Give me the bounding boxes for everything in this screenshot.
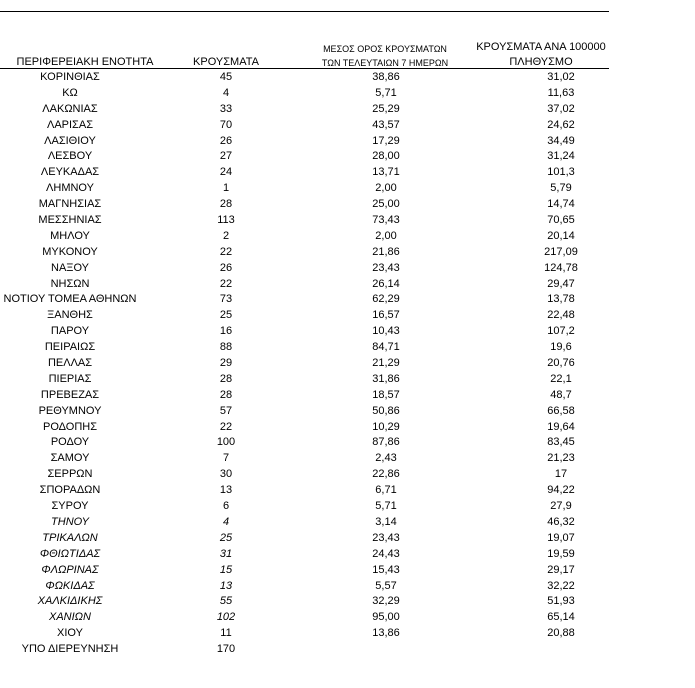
table-row bbox=[0, 102, 609, 118]
cases-cell: 88 bbox=[219, 341, 233, 354]
cases-cell: 22 bbox=[219, 277, 233, 290]
avg-cell: 5,71 bbox=[375, 86, 397, 99]
avg-cell: 15,43 bbox=[372, 563, 400, 576]
table-row bbox=[0, 165, 609, 181]
per-100000-cell: 19,6 bbox=[550, 341, 572, 354]
table-row bbox=[0, 213, 609, 229]
region-cell: ΝΟΤΙΟΥ ΤΟΜΕΑ ΑΘΗΝΩΝ bbox=[3, 293, 137, 306]
per-100000-cell: 46,32 bbox=[547, 515, 575, 528]
region-cell: ΝΗΣΩΝ bbox=[50, 277, 90, 290]
table-row bbox=[0, 86, 609, 102]
per-100000-cell: 22,48 bbox=[547, 309, 575, 322]
per-100000-cell: 217,09 bbox=[544, 245, 578, 258]
cases-cell: 25 bbox=[219, 531, 233, 544]
region-cell: ΥΠΟ ΔΙΕΡΕΥΝΗΣΗ bbox=[21, 643, 119, 656]
cases-cell: 15 bbox=[219, 563, 233, 576]
per-100000-cell: 29,47 bbox=[547, 277, 575, 290]
per-100000-cell: 19,64 bbox=[547, 420, 575, 433]
cases-cell: 102 bbox=[216, 611, 236, 624]
cases-cell: 27 bbox=[219, 150, 233, 163]
per-100000-cell: 37,02 bbox=[547, 102, 575, 115]
avg-cell: 13,86 bbox=[372, 627, 400, 640]
per-100000-cell: 34,49 bbox=[547, 134, 575, 147]
table-row bbox=[0, 499, 609, 515]
cases-cell: 28 bbox=[219, 388, 233, 401]
region-cell: ΛΑΣΙΘΙΟΥ bbox=[44, 134, 96, 147]
per-100000-cell: 65,14 bbox=[547, 611, 575, 624]
cases-cell: 4 bbox=[222, 515, 230, 528]
avg-cell: 95,00 bbox=[372, 611, 400, 624]
region-cell: ΠΕΛΛΑΣ bbox=[47, 357, 93, 370]
avg-cell: 25,00 bbox=[372, 198, 400, 211]
region-cell: ΠΕΙΡΑΙΩΣ bbox=[44, 341, 96, 354]
cases-cell: 13 bbox=[219, 484, 233, 497]
header-per-line1: ΚΡΟΥΣΜΑΤΑ ΑΝΑ 100000 bbox=[476, 41, 606, 53]
region-cell: ΜΗΛΟΥ bbox=[50, 229, 90, 242]
per-100000-cell: 32,22 bbox=[547, 579, 575, 592]
table-row bbox=[0, 388, 609, 404]
table-row bbox=[0, 261, 609, 277]
per-100000-cell: 31,02 bbox=[547, 71, 575, 83]
table-row bbox=[0, 404, 609, 420]
region-cell: ΠΑΡΟΥ bbox=[50, 325, 90, 338]
per-100000-cell: 107,2 bbox=[547, 325, 575, 338]
region-cell: ΛΕΣΒΟΥ bbox=[47, 150, 93, 163]
region-cell: ΣΑΜΟΥ bbox=[50, 452, 90, 465]
region-cell: ΦΘΙΩΤΙΔΑΣ bbox=[39, 547, 101, 560]
avg-cell: 22,86 bbox=[372, 468, 400, 481]
avg-cell: 38,86 bbox=[372, 71, 400, 83]
cases-cell: 22 bbox=[219, 420, 233, 433]
table-row bbox=[0, 229, 609, 245]
avg-cell: 10,43 bbox=[372, 325, 400, 338]
region-cell: ΠΙΕΡΙΑΣ bbox=[48, 372, 92, 385]
region-cell: ΧΑΛΚΙΔΙΚΗΣ bbox=[37, 595, 103, 608]
region-cell: ΜΥΚΟΝΟΥ bbox=[42, 245, 98, 258]
avg-cell: 21,29 bbox=[372, 357, 400, 370]
region-cell: ΝΑΞΟΥ bbox=[51, 261, 89, 274]
per-100000-cell: 20,14 bbox=[547, 229, 575, 242]
avg-cell: 87,86 bbox=[372, 436, 400, 449]
region-cell: ΚΟΡΙΝΘΙΑΣ bbox=[40, 71, 100, 83]
per-100000-cell: 21,23 bbox=[547, 452, 575, 465]
region-cell: ΡΟΔΟΠΗΣ bbox=[42, 420, 98, 433]
per-100000-cell: 66,58 bbox=[547, 404, 575, 417]
header-per-line2: ΠΛΗΘΥΣΜΟ bbox=[509, 56, 573, 68]
cases-cell: 100 bbox=[216, 436, 236, 449]
cases-cell: 11 bbox=[220, 627, 232, 640]
per-100000-cell: 17 bbox=[554, 468, 568, 481]
cases-cell: 57 bbox=[219, 404, 233, 417]
per-100000-cell: 14,74 bbox=[547, 198, 575, 211]
cases-cell: 13 bbox=[219, 579, 233, 592]
header-avg-line2: ΤΩΝ ΤΕΛΕΥΤΑΙΩΝ 7 ΗΜΕΡΩΝ bbox=[321, 58, 449, 68]
header-cases: ΚΡΟΥΣΜΑΤΑ bbox=[193, 56, 259, 68]
region-cell: ΣΠΟΡΑΔΩΝ bbox=[39, 484, 101, 497]
table-row bbox=[0, 245, 609, 261]
per-100000-cell: 24,62 bbox=[547, 118, 575, 131]
cases-cell: 24 bbox=[219, 166, 233, 179]
table-row bbox=[0, 547, 609, 563]
per-100000-cell: 83,45 bbox=[547, 436, 575, 449]
table-row bbox=[0, 451, 609, 467]
region-cell: ΡΕΘΥΜΝΟΥ bbox=[38, 404, 102, 417]
avg-cell: 23,43 bbox=[372, 531, 400, 544]
avg-cell: 84,71 bbox=[372, 341, 400, 354]
region-cell: ΛΑΡΙΣΑΣ bbox=[46, 118, 93, 131]
per-100000-cell: 48,7 bbox=[550, 388, 572, 401]
avg-cell: 13,71 bbox=[372, 166, 400, 179]
avg-cell: 23,43 bbox=[372, 261, 400, 274]
header-avg-line1: ΜΕΣΟΣ ΟΡΟΣ ΚΡΟΥΣΜΑΤΩΝ bbox=[323, 44, 447, 54]
cases-cell: 170 bbox=[216, 643, 236, 656]
table-row bbox=[0, 149, 609, 165]
avg-cell: 32,29 bbox=[372, 595, 400, 608]
cases-cell: 33 bbox=[219, 102, 233, 115]
per-100000-cell: 31,24 bbox=[547, 150, 575, 163]
per-100000-cell: 5,79 bbox=[550, 182, 572, 195]
region-cell: ΛΕΥΚΑΔΑΣ bbox=[40, 166, 100, 179]
top-rule bbox=[0, 11, 609, 12]
table-row bbox=[0, 563, 609, 579]
table-row bbox=[0, 277, 609, 293]
cases-cell: 4 bbox=[222, 86, 230, 99]
table-row bbox=[0, 340, 609, 356]
cases-cell: 26 bbox=[219, 261, 233, 274]
header-region: ΠΕΡΙΦΕΡΕΙΑΚΗ ΕΝΟΤΗΤΑ bbox=[16, 56, 154, 68]
region-cell: ΧΑΝΙΩΝ bbox=[49, 611, 91, 624]
region-cell: ΜΑΓΝΗΣΙΑΣ bbox=[38, 198, 102, 211]
avg-cell: 18,57 bbox=[372, 388, 400, 401]
avg-cell: 28,00 bbox=[372, 150, 400, 163]
cases-cell: 70 bbox=[219, 118, 233, 131]
table-row bbox=[0, 594, 609, 610]
per-100000-cell: 20,76 bbox=[547, 357, 575, 370]
table-row bbox=[0, 308, 609, 324]
cases-cell: 29 bbox=[219, 357, 233, 370]
table-row bbox=[0, 483, 609, 499]
region-cell: ΜΕΣΣΗΝΙΑΣ bbox=[38, 214, 102, 227]
per-100000-cell: 70,65 bbox=[547, 214, 575, 227]
region-cell: ΦΛΩΡΙΝΑΣ bbox=[41, 563, 99, 576]
avg-cell: 31,86 bbox=[372, 372, 400, 385]
region-cell: ΚΩ bbox=[62, 86, 78, 99]
cases-cell: 16 bbox=[219, 325, 233, 338]
cases-cell: 113 bbox=[217, 214, 235, 227]
avg-cell: 73,43 bbox=[372, 214, 400, 227]
region-cell: ΧΙΟΥ bbox=[57, 627, 83, 640]
table-row bbox=[0, 642, 609, 658]
per-100000-cell: 124,78 bbox=[544, 261, 578, 274]
cases-cell: 73 bbox=[219, 293, 233, 306]
per-100000-cell: 101,3 bbox=[547, 166, 575, 179]
table-row bbox=[0, 356, 609, 372]
table-row bbox=[0, 420, 609, 436]
per-100000-cell: 51,93 bbox=[547, 595, 575, 608]
avg-cell: 24,43 bbox=[372, 547, 400, 560]
table-row bbox=[0, 531, 609, 547]
cases-cell: 31 bbox=[219, 547, 233, 560]
table-row bbox=[0, 134, 609, 150]
avg-cell: 5,71 bbox=[375, 500, 397, 513]
cases-cell: 28 bbox=[219, 198, 233, 211]
cases-cell: 25 bbox=[219, 309, 233, 322]
cases-cell: 1 bbox=[222, 182, 230, 195]
table-row bbox=[0, 372, 609, 388]
region-cell: ΦΩΚΙΔΑΣ bbox=[45, 579, 95, 592]
cases-cell: 2 bbox=[222, 229, 230, 242]
per-100000-cell: 22,1 bbox=[550, 372, 572, 385]
avg-cell: 26,14 bbox=[372, 277, 400, 290]
avg-cell: 2,43 bbox=[375, 452, 397, 465]
cases-cell: 28 bbox=[219, 372, 233, 385]
avg-cell: 10,29 bbox=[372, 420, 400, 433]
header-rule bbox=[0, 68, 609, 69]
region-cell: ΡΟΔΟΥ bbox=[50, 436, 90, 449]
per-100000-cell: 19,07 bbox=[547, 531, 575, 544]
table-row bbox=[0, 467, 609, 483]
avg-cell: 6,71 bbox=[375, 484, 397, 497]
avg-cell: 50,86 bbox=[372, 404, 400, 417]
per-100000-cell: 19,59 bbox=[547, 547, 575, 560]
avg-cell: 16,57 bbox=[372, 309, 400, 322]
avg-cell: 5,57 bbox=[375, 579, 397, 592]
table-row bbox=[0, 197, 609, 213]
table-row bbox=[0, 118, 609, 134]
region-cell: ΞΑΝΘΗΣ bbox=[47, 309, 93, 322]
avg-cell: 62,29 bbox=[372, 293, 400, 306]
table-row bbox=[0, 515, 609, 531]
cases-cell: 22 bbox=[219, 245, 233, 258]
region-cell: ΤΗΝΟΥ bbox=[51, 515, 89, 528]
avg-cell: 21,86 bbox=[372, 245, 400, 258]
region-cell: ΛΗΜΝΟΥ bbox=[46, 182, 94, 195]
avg-cell: 3,14 bbox=[375, 515, 397, 528]
header-cases-per-100000 bbox=[452, 40, 630, 70]
per-100000-cell: 13,78 bbox=[547, 293, 575, 306]
table-row bbox=[0, 579, 609, 595]
avg-cell: 43,57 bbox=[372, 118, 400, 131]
cases-cell: 6 bbox=[222, 500, 230, 513]
table-row bbox=[0, 70, 609, 86]
cases-cell: 7 bbox=[222, 452, 230, 465]
cases-cell: 30 bbox=[219, 468, 233, 481]
table-row bbox=[0, 626, 609, 642]
table-body bbox=[0, 70, 609, 658]
table-row bbox=[0, 435, 609, 451]
table-row bbox=[0, 292, 609, 308]
header-avg-7-days bbox=[300, 42, 470, 70]
region-cell: ΛΑΚΩΝΙΑΣ bbox=[42, 102, 98, 115]
per-100000-cell: 29,17 bbox=[547, 563, 575, 576]
avg-cell: 17,29 bbox=[372, 134, 400, 147]
region-cell: ΣΕΡΡΩΝ bbox=[47, 468, 93, 481]
table-row bbox=[0, 610, 609, 626]
per-100000-cell: 11,63 bbox=[547, 86, 575, 99]
cases-cell: 26 bbox=[219, 134, 233, 147]
region-cell: ΠΡΕΒΕΖΑΣ bbox=[40, 388, 100, 401]
cases-cell: 55 bbox=[219, 595, 233, 608]
avg-cell: 2,00 bbox=[375, 229, 397, 242]
avg-cell: 25,29 bbox=[372, 102, 400, 115]
per-100000-cell: 27,9 bbox=[550, 500, 572, 513]
avg-cell: 2,00 bbox=[375, 182, 397, 195]
per-100000-cell: 94,22 bbox=[547, 484, 575, 497]
per-100000-cell: 20,88 bbox=[547, 627, 575, 640]
cases-cell: 45 bbox=[219, 71, 233, 83]
region-cell: ΣΥΡΟΥ bbox=[51, 500, 89, 513]
table-row bbox=[0, 181, 609, 197]
region-cell: ΤΡΙΚΑΛΩΝ bbox=[42, 531, 98, 544]
table-row bbox=[0, 324, 609, 340]
